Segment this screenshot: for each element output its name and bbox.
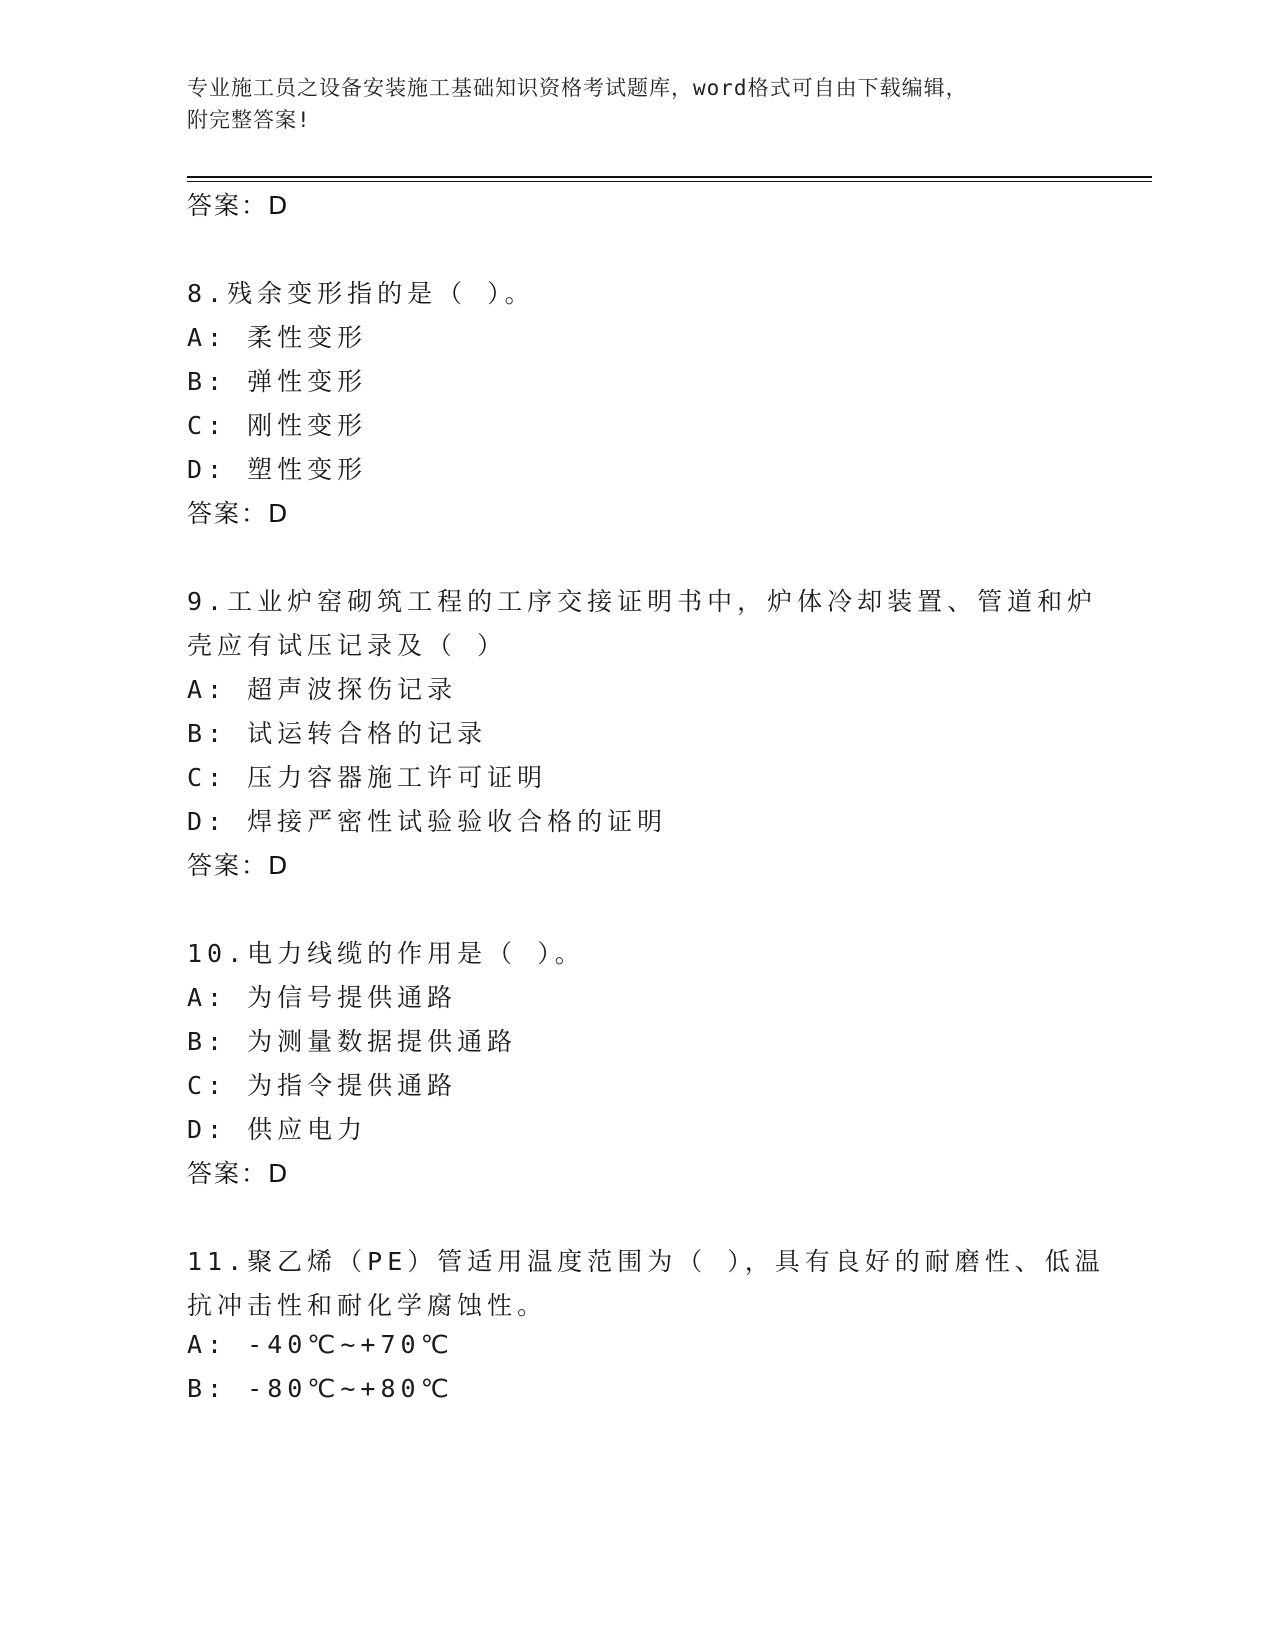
- option-d: D: 焊接严密性试验验收合格的证明: [187, 807, 668, 836]
- option-b: B: -80℃~+80℃: [187, 1374, 454, 1403]
- option-a: A: 柔性变形: [187, 323, 368, 352]
- question-stem: 8.残余变形指的是（ ）。: [187, 279, 535, 308]
- header-line-1: 专业施工员之设备安装施工基础知识资格考试题库，word格式可自由下载编辑，: [187, 76, 968, 100]
- option-a: A: -40℃~+70℃: [187, 1330, 454, 1359]
- option-b: B: 试运转合格的记录: [187, 719, 488, 748]
- page-header: [187, 72, 1067, 136]
- option-d: D: 供应电力: [187, 1115, 368, 1144]
- option-b: B: 弹性变形: [187, 367, 368, 396]
- option-c: C: 压力容器施工许可证明: [187, 763, 548, 792]
- question-stem-continued: 抗冲击性和耐化学腐蚀性。: [187, 1291, 548, 1320]
- answer-line: 答案：D: [187, 191, 290, 220]
- answer-line: 答案：D: [187, 499, 290, 528]
- question-stem: 9.工业炉窑砌筑工程的工序交接证明书中，炉体冷却装置、管道和炉: [187, 587, 1098, 616]
- option-a: A: 为信号提供通路: [187, 983, 458, 1012]
- option-d: D: 塑性变形: [187, 455, 368, 484]
- header-divider-thin: [187, 181, 1152, 182]
- answer-line: 答案：D: [187, 1159, 290, 1188]
- option-c: C: 刚性变形: [187, 411, 368, 440]
- answer-line: 答案：D: [187, 851, 290, 880]
- header-divider-thick: [187, 176, 1152, 178]
- question-stem: 11.聚乙烯（PE）管适用温度范围为（ ），具有良好的耐磨性、低温: [187, 1247, 1105, 1276]
- option-b: B: 为测量数据提供通路: [187, 1027, 518, 1056]
- option-c: C: 为指令提供通路: [187, 1071, 458, 1100]
- question-stem-continued: 壳应有试压记录及（ ）: [187, 631, 508, 660]
- header-line-2: 附完整答案!: [187, 108, 311, 132]
- question-stem: 10.电力线缆的作用是（ ）。: [187, 939, 585, 968]
- option-a: A: 超声波探伤记录: [187, 675, 458, 704]
